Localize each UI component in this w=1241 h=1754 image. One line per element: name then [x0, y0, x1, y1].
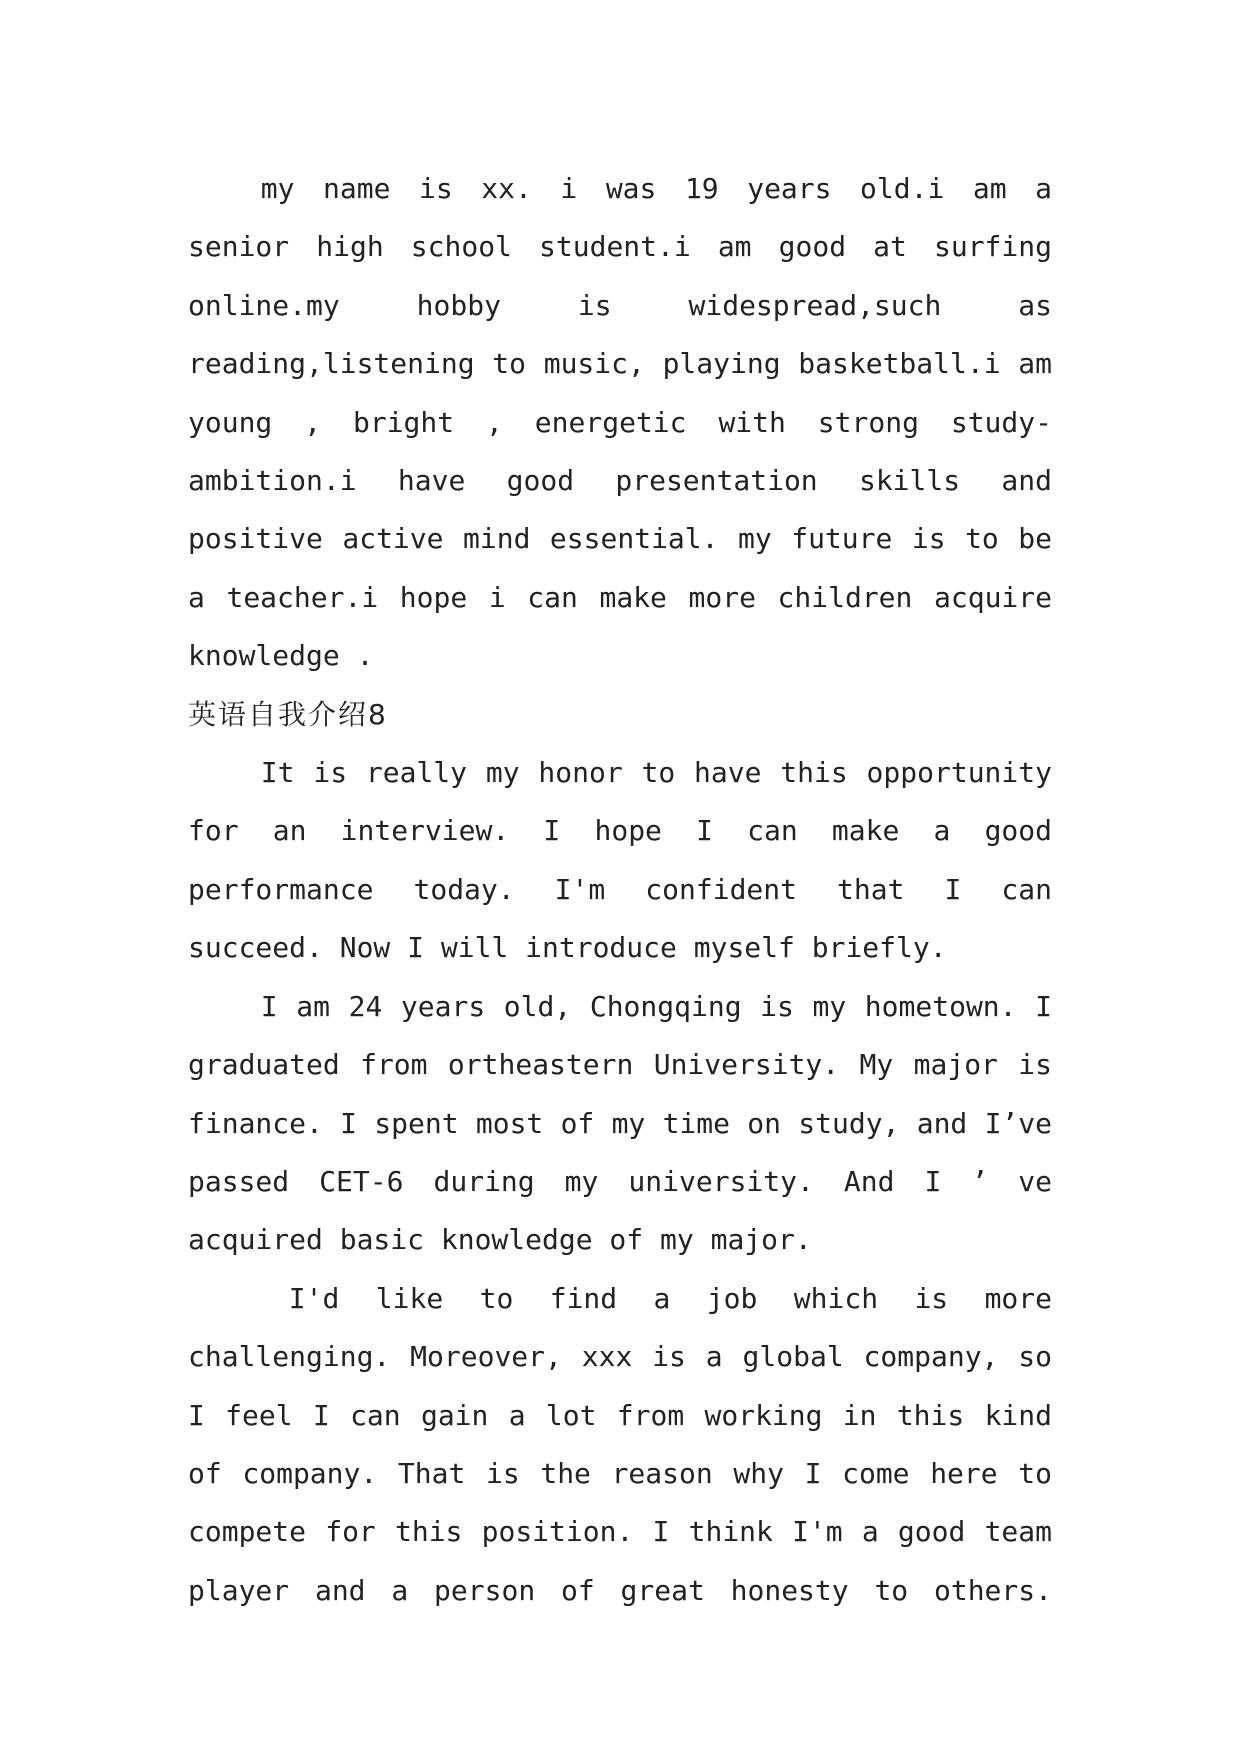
document-page: [188, 160, 1052, 1620]
paragraph-opportunity: It is really my honor to have this opportunity for an interview. I hope I can make a good performance today. I'm confident that I can succeed. Now I will introduce myself briefly.: [188, 756, 1052, 965]
paragraph-career-goal: I'd like to find a job which is more challenging. Moreover, xxx is a global company, so I feel I can gain a lot from working in this kind of company. That is the reason why I come here to compete for this position. I think I'm a good team player and a person of great honesty to others.: [188, 1281, 1052, 1607]
paragraph-self-intro: my name is xx. i was 19 years old.i am a senior high school student.i am good at surfing online.my hobby is widespread,such as reading,listening to music, playing basketball.i am young , bright , energetic with strong study-ambition.i have good presentation skills and positive active mind essential. my future is to be a teacher.i hope i can make more children acquire knowledge .: [188, 172, 1052, 673]
paragraph-background: I am 24 years old, Chongqing is my hometown. I graduated from ortheastern University. My major is finance. I spent most of my time on study, and I’ve passed CET-6 during my university. And I ’ ve acquired basic knowledge of my major.: [188, 989, 1052, 1257]
section-heading: 英语自我介绍8: [188, 697, 388, 731]
